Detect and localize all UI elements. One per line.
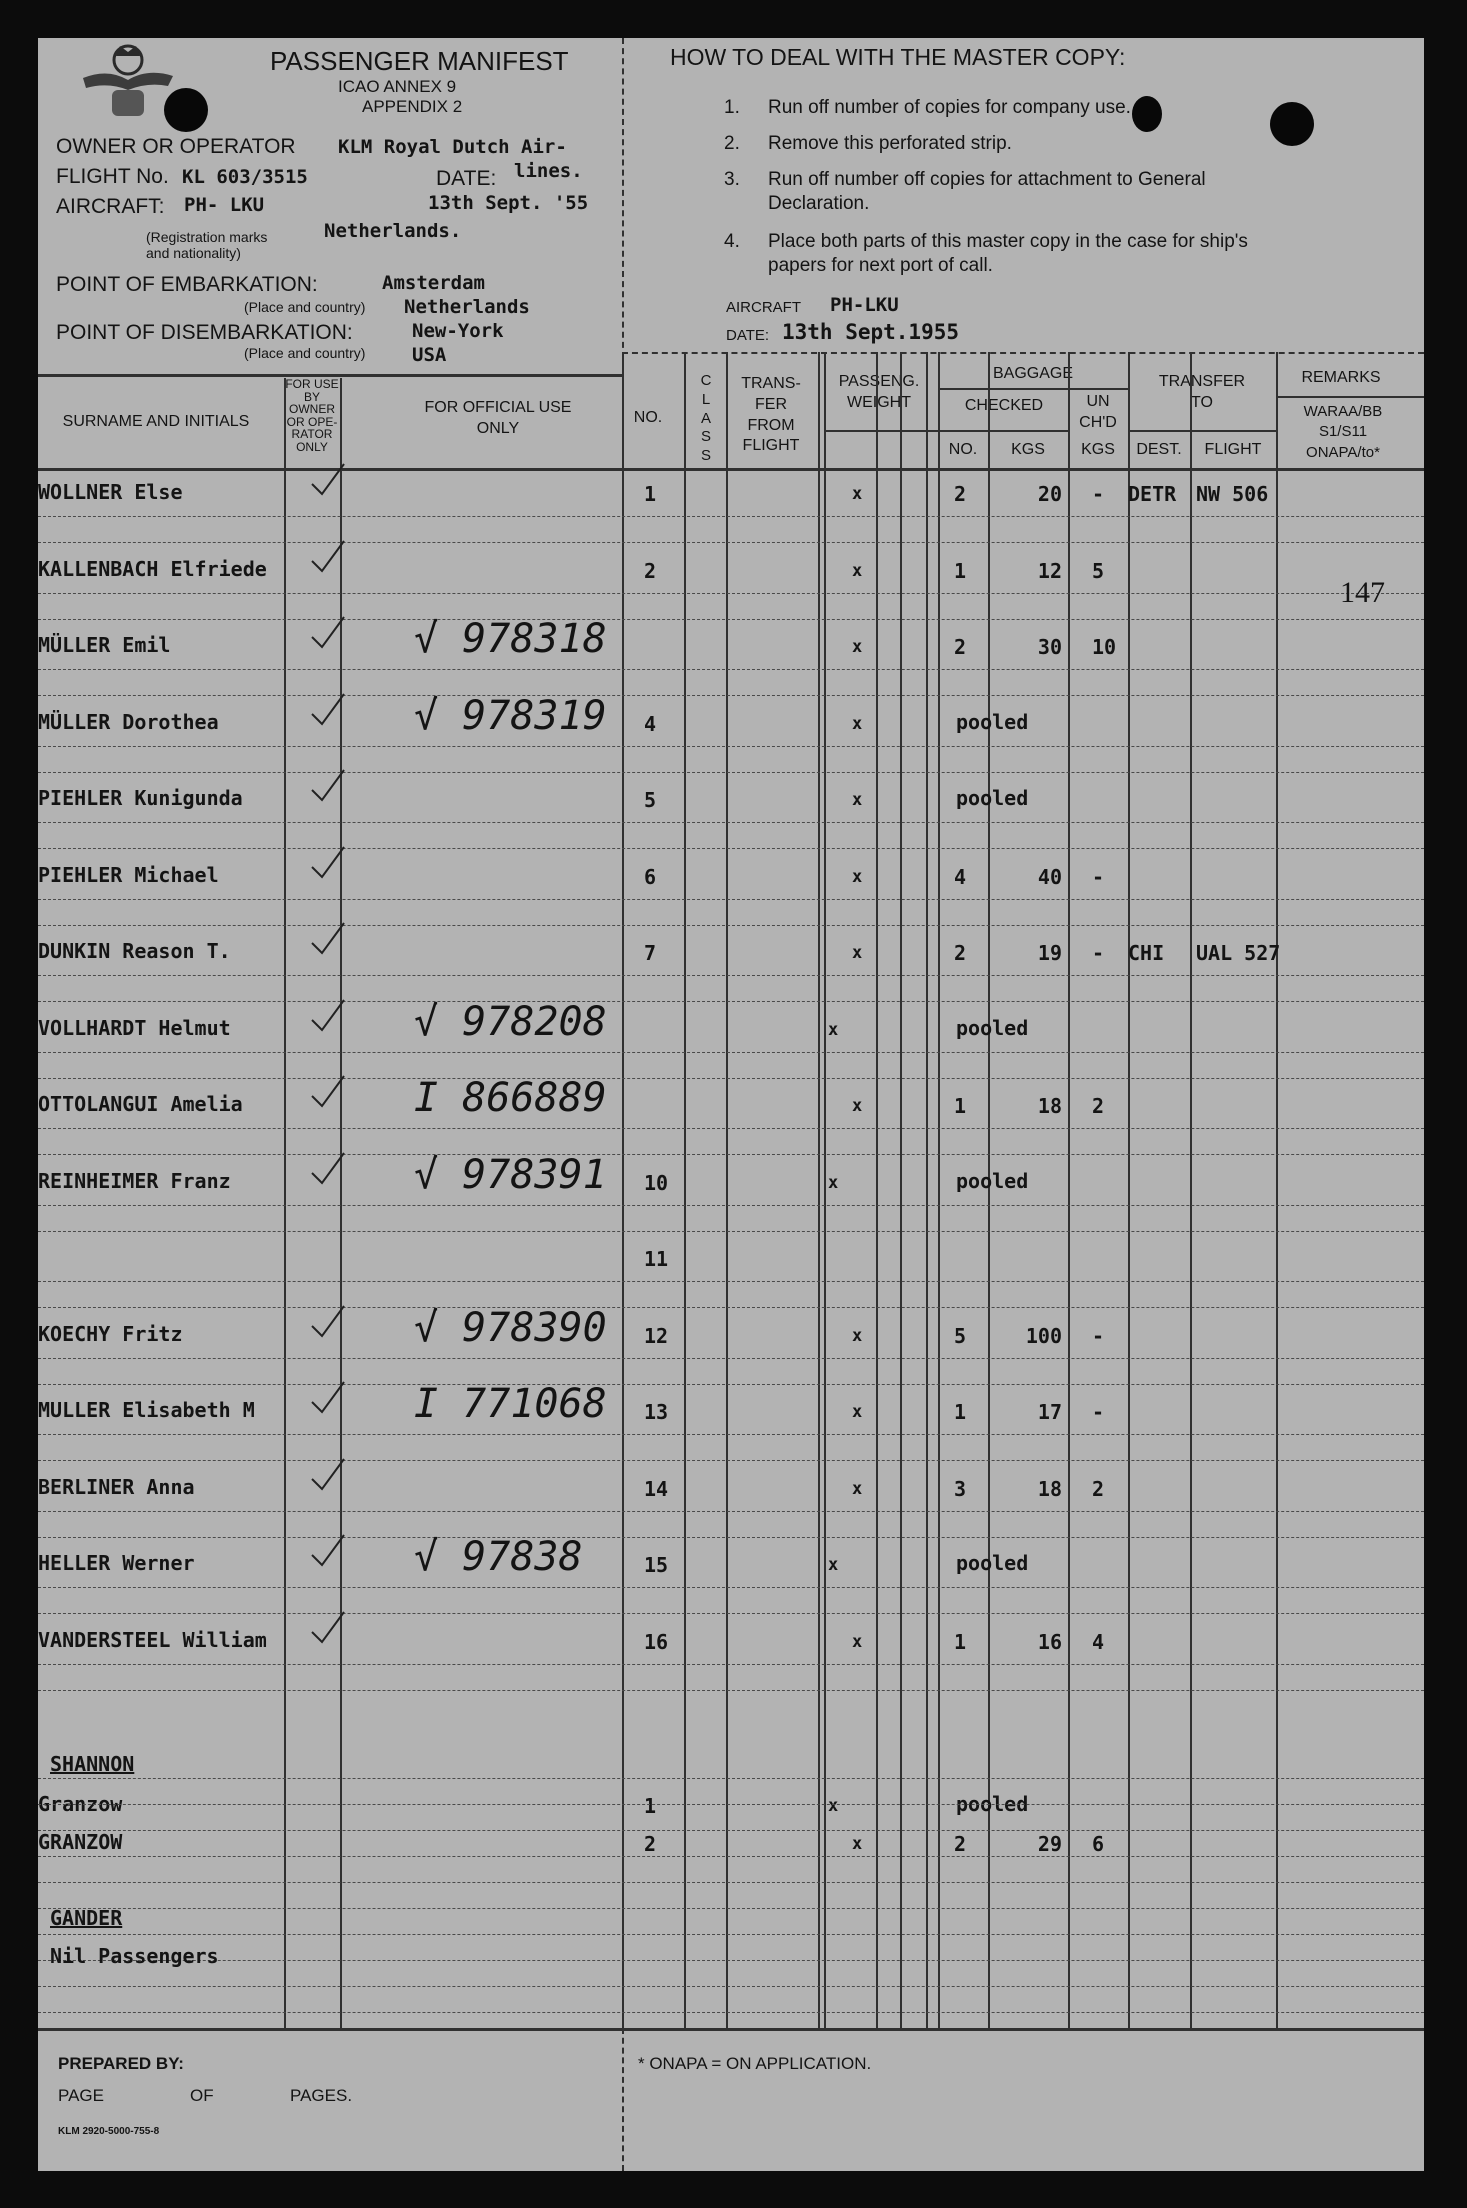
col-transfer-from	[728, 374, 814, 457]
row-divider	[38, 1511, 1424, 1512]
row-divider	[38, 1537, 1424, 1538]
row-divider	[38, 1231, 1424, 1232]
grid-column-line	[926, 352, 928, 2028]
manifest-page	[38, 38, 1424, 2171]
check-mark-icon	[308, 1380, 348, 1416]
passenger-number: 13	[644, 1400, 669, 1424]
disembarkation-city: New-York	[412, 320, 504, 342]
row-divider	[38, 1460, 1424, 1461]
baggage-count: 2	[954, 482, 967, 506]
unchecked-kgs: -	[1092, 941, 1105, 965]
passenger-name: HELLER Werner	[38, 1551, 195, 1575]
header-line: FOR USE	[285, 377, 339, 391]
baggage-kgs: 18	[1037, 1094, 1062, 1118]
unchecked-kgs: -	[1092, 482, 1105, 506]
col-transfer-to	[1128, 372, 1276, 414]
passenger-name: PIEHLER Michael	[38, 862, 219, 887]
header-line: BY	[303, 389, 320, 404]
col-official-use	[368, 398, 628, 440]
check-mark-icon	[308, 998, 348, 1034]
baggage-kgs: 16	[1037, 1629, 1062, 1654]
passenger-number: 12	[644, 1323, 669, 1348]
baggage-count: 1	[954, 1629, 967, 1654]
header-line: CH'D	[1079, 413, 1117, 431]
passenger-number: 10	[644, 1170, 669, 1195]
passenger-number: 16	[644, 1629, 669, 1654]
unchecked-kgs: 2	[1092, 1476, 1105, 1501]
official-use-entry: I 866889	[414, 1075, 607, 1121]
unchecked-kgs: 5	[1092, 558, 1105, 583]
header-line: TRANSFER	[1158, 373, 1246, 390]
transfer-flight: NW 506	[1196, 482, 1269, 506]
row-divider	[38, 1778, 1424, 1779]
passenger-name: OTTOLANGUI Amelia	[38, 1092, 243, 1116]
instruction-text: Place both parts of this master copy in the case for ship's	[768, 231, 1248, 252]
grid-column-line	[876, 352, 878, 2028]
passenger-name: GRANZOW	[38, 1830, 123, 1854]
col-remarks-sub	[1278, 402, 1408, 463]
baggage-kgs: 17	[1037, 1400, 1062, 1424]
baggage-count: 4	[954, 864, 967, 889]
aircraft-country: Netherlands.	[324, 220, 462, 242]
instruction-text: papers for next port of call.	[768, 255, 993, 276]
header-line: WARAA/BB	[1303, 403, 1383, 420]
baggage-kgs: 20	[1037, 482, 1062, 506]
header-line: ONLY	[296, 439, 328, 454]
grid-column-line	[1068, 352, 1070, 2028]
flight-value: KL 603/3515	[182, 166, 308, 188]
embarkation-label: POINT OF EMBARKATION:	[56, 273, 318, 296]
passenger-number: 2	[644, 558, 657, 583]
baggage-pooled: pooled	[956, 709, 1029, 734]
grid-column-line	[1190, 352, 1192, 2028]
baggage-kgs: 29	[1037, 1832, 1062, 1856]
row-divider	[38, 1384, 1424, 1385]
check-mark-icon	[308, 1533, 348, 1569]
row-divider	[38, 822, 1424, 823]
grid-column-line	[726, 352, 728, 2028]
weight-mark: x	[852, 790, 863, 810]
baggage-kgs: 18	[1037, 1476, 1062, 1501]
row-divider	[38, 1690, 1424, 1691]
row-divider	[38, 1154, 1424, 1155]
weight-mark: x	[852, 1478, 863, 1499]
date-label: DATE:	[436, 167, 497, 190]
row-divider	[38, 1856, 1424, 1857]
row-divider	[38, 1307, 1424, 1308]
baggage-pooled: pooled	[956, 1551, 1029, 1575]
table-header-rule	[38, 468, 1424, 471]
prepared-by-label: PREPARED BY:	[58, 2054, 184, 2073]
official-use-entry: √ 978208	[414, 998, 607, 1045]
check-mark-icon	[308, 768, 348, 804]
header-line: A	[700, 409, 711, 427]
passenger-name: MÜLLER Dorothea	[38, 709, 219, 734]
header-line: OR OPE-	[286, 414, 338, 429]
row-divider	[38, 1804, 1424, 1805]
weight-mark: x	[828, 1019, 839, 1040]
row-divider	[38, 1986, 1424, 1987]
instruction-number: 3.	[724, 169, 740, 190]
of-label: OF	[190, 2086, 214, 2105]
row-divider	[38, 772, 1424, 773]
grid-column-line	[824, 352, 826, 2028]
registration-note: (Registration marks	[146, 229, 268, 245]
header-line: UN	[1086, 393, 1110, 410]
grid-column-line	[284, 378, 286, 2028]
header-line: ONLY	[476, 419, 520, 437]
weight-mark: x	[852, 1325, 863, 1346]
owner-value: KLM Royal Dutch Air-	[338, 136, 567, 158]
weight-mark: x	[852, 637, 863, 657]
footer-rule	[38, 2028, 1424, 2031]
row-divider	[38, 1128, 1424, 1129]
weight-mark: x	[852, 866, 863, 887]
instruction-number: 2.	[724, 133, 740, 154]
instruction-text: Run off number off copies for attachment to General	[768, 169, 1206, 190]
row-divider	[38, 1078, 1424, 1079]
col-passenger-weight	[824, 372, 934, 414]
passenger-name: VANDERSTEEL William	[38, 1627, 267, 1652]
baggage-kgs: 100	[1025, 1323, 1062, 1348]
baggage-pooled: pooled	[956, 786, 1029, 810]
header-line: C	[700, 372, 712, 389]
passenger-number: 14	[644, 1476, 669, 1501]
owner-value-2: lines.	[514, 160, 583, 182]
annex-label: ICAO ANNEX 9	[338, 77, 457, 96]
row-divider	[38, 1882, 1424, 1883]
baggage-kgs: 40	[1037, 864, 1062, 889]
row-divider	[38, 1205, 1424, 1206]
col-bag-no: NO.	[948, 441, 978, 458]
page-label: PAGE	[58, 2086, 104, 2105]
embarkation-city: Amsterdam	[382, 272, 485, 294]
gander-label: GANDER	[50, 1906, 123, 1930]
baggage-kgs: 12	[1037, 558, 1062, 583]
row-divider	[38, 1664, 1424, 1665]
weight-mark: x	[828, 1172, 839, 1193]
unchecked-kgs: 4	[1092, 1629, 1105, 1654]
master-aircraft-label: AIRCRAFT	[726, 299, 801, 316]
manifest-title: PASSENGER MANIFEST	[270, 46, 569, 76]
passenger-name: KOECHY Fritz	[38, 1321, 183, 1346]
grid-column-line	[900, 352, 902, 2028]
baggage-count: 3	[954, 1476, 967, 1501]
col-surname: SURNAME AND INITIALS	[62, 413, 250, 430]
passenger-name: KALLENBACH Elfriede	[38, 556, 267, 581]
aircraft-label: AIRCRAFT:	[56, 195, 165, 218]
check-mark-icon	[308, 539, 348, 575]
baggage-count: 2	[954, 635, 967, 659]
transfer-flight: UAL 527	[1196, 941, 1281, 965]
col-no: NO.	[633, 409, 663, 426]
passenger-number: 5	[644, 788, 657, 812]
grid-column-line	[1276, 352, 1278, 2028]
check-mark-icon	[308, 692, 348, 728]
passenger-number: 4	[644, 711, 657, 736]
master-date-label: DATE:	[726, 327, 770, 344]
check-mark-icon	[308, 1457, 348, 1493]
baggage-kgs: 30	[1037, 635, 1062, 659]
header-line: S1/S11	[1318, 423, 1368, 441]
row-divider	[38, 695, 1424, 696]
passenger-number: 6	[644, 864, 657, 889]
row-divider	[38, 1281, 1424, 1282]
row-divider	[38, 516, 1424, 517]
header-line: RATOR	[291, 427, 333, 442]
row-divider	[38, 593, 1424, 594]
col-kgs: KGS	[1011, 441, 1045, 458]
weight-rule	[824, 430, 938, 432]
row-divider	[38, 1052, 1424, 1053]
weight-mark: x	[852, 943, 863, 963]
unchecked-kgs: 6	[1092, 1832, 1105, 1856]
instruction-number: 4.	[724, 231, 740, 252]
col-unchecked	[1068, 392, 1128, 434]
master-date-value: 13th Sept.1955	[782, 320, 960, 344]
row-divider	[38, 1908, 1424, 1909]
official-use-entry: √ 978390	[414, 1304, 607, 1351]
row-divider	[38, 899, 1424, 900]
shannon-label: SHANNON	[50, 1752, 135, 1776]
unchecked-kgs: 10	[1092, 635, 1117, 659]
grid-column-line	[818, 352, 820, 2028]
col-checked: CHECKED	[964, 397, 1044, 414]
weight-mark: x	[852, 1096, 863, 1116]
flight-label: FLIGHT No.	[56, 165, 169, 188]
header-line: TRANS-	[741, 375, 801, 392]
header-line: L	[701, 390, 711, 408]
master-copy-title: HOW TO DEAL WITH THE MASTER COPY:	[670, 44, 1126, 70]
row-divider	[38, 975, 1424, 976]
date-value: 13th Sept. '55	[428, 192, 589, 214]
row-divider	[38, 619, 1424, 620]
transfer-dest: CHI	[1128, 941, 1165, 965]
weight-mark: x	[852, 1834, 863, 1854]
col-remarks: REMARKS	[1301, 369, 1381, 386]
passenger-name: REINHEIMER Franz	[38, 1168, 231, 1193]
row-divider	[38, 1960, 1424, 1961]
baggage-pooled: pooled	[956, 1792, 1029, 1816]
unchecked-kgs: -	[1092, 1400, 1105, 1424]
check-mark-icon	[308, 921, 348, 957]
instruction-text: Run off number of copies for company use.	[768, 97, 1131, 118]
row-divider	[38, 1001, 1424, 1002]
row-divider	[38, 925, 1424, 926]
check-mark-icon	[308, 615, 348, 651]
registration-note-2: and nationality)	[146, 245, 241, 261]
transfer-rule	[1128, 430, 1276, 432]
col-baggage: BAGGAGE	[992, 365, 1074, 382]
disembarkation-country: USA	[412, 344, 447, 366]
passenger-number: 11	[644, 1247, 669, 1271]
header-line: ONAPA/to*	[1306, 443, 1380, 461]
passenger-number: 15	[644, 1553, 669, 1577]
appendix-label: APPENDIX 2	[362, 97, 463, 116]
row-divider	[38, 1587, 1424, 1588]
baggage-pooled: pooled	[956, 1015, 1029, 1040]
unchecked-kgs: -	[1092, 1323, 1105, 1348]
row-divider	[38, 848, 1424, 849]
weight-mark: x	[828, 1796, 839, 1816]
col-class	[688, 372, 724, 466]
official-use-entry: √ 97838	[414, 1534, 583, 1580]
checked-rule	[938, 430, 1068, 432]
row-divider	[38, 746, 1424, 747]
header-line: S	[700, 428, 711, 446]
row-divider	[38, 669, 1424, 670]
unchecked-kgs: -	[1092, 864, 1105, 889]
punch-hole	[1132, 96, 1162, 132]
grid-column-line	[684, 352, 686, 2028]
weight-mark: x	[852, 1631, 863, 1652]
baggage-kgs: 19	[1037, 941, 1062, 965]
passenger-number: 7	[644, 941, 657, 965]
passenger-name: DUNKIN Reason T.	[38, 939, 231, 963]
baggage-count: 1	[954, 558, 967, 583]
remarks-rule	[1276, 396, 1424, 398]
grid-column-line	[938, 352, 940, 2028]
official-use-entry: √ 978319	[414, 692, 607, 739]
header-line: FOR OFFICIAL USE	[424, 399, 572, 416]
baggage-count: 2	[954, 1832, 967, 1856]
instruction-text: Remove this perforated strip.	[768, 133, 1012, 154]
passenger-name: Granzow	[38, 1792, 123, 1816]
col-flight: FLIGHT	[1204, 441, 1262, 458]
official-use-entry: I 771068	[414, 1381, 607, 1427]
passenger-name: VOLLHARDT Helmut	[38, 1015, 231, 1040]
weight-mark: x	[852, 1402, 863, 1422]
header-line: OWNER	[289, 402, 335, 417]
passenger-name: MULLER Elisabeth M	[38, 1398, 255, 1422]
klm-crown-logo-icon	[68, 38, 208, 128]
transfer-dest: DETR	[1128, 482, 1177, 506]
check-mark-icon	[308, 845, 348, 881]
baggage-pooled: pooled	[956, 1168, 1029, 1193]
unchecked-kgs: 2	[1092, 1094, 1105, 1118]
passenger-name: WOLLNER Else	[38, 480, 183, 504]
page-number: 147	[1340, 576, 1385, 609]
weight-mark: x	[852, 560, 863, 581]
check-mark-icon	[308, 1151, 348, 1187]
instruction-number: 1.	[724, 97, 740, 118]
weight-mark: x	[852, 713, 863, 734]
footer-divider	[622, 2028, 624, 2171]
perforation-line	[622, 352, 1424, 354]
baggage-rule	[938, 388, 1128, 390]
row-divider	[38, 1434, 1424, 1435]
grid-column-line	[622, 352, 624, 2028]
row-divider	[38, 1934, 1424, 1935]
weight-mark: x	[828, 1555, 839, 1575]
header-line: FER	[755, 395, 787, 413]
disembarkation-label: POINT OF DISEMBARKATION:	[56, 321, 353, 344]
perforation-line	[622, 38, 624, 358]
baggage-count: 5	[954, 1323, 967, 1348]
col-unchecked-kgs: KGS	[1081, 441, 1115, 458]
passenger-number: 1	[644, 1794, 657, 1818]
instruction-text: Declaration.	[768, 193, 870, 214]
official-use-entry: √ 978391	[414, 1151, 607, 1198]
punch-hole	[1270, 102, 1314, 146]
aircraft-value: PH- LKU	[184, 194, 265, 216]
col-owner-use	[284, 378, 340, 454]
grid-column-line	[1128, 352, 1130, 2028]
check-mark-icon	[308, 1610, 348, 1646]
header-line: WEIGHT	[847, 393, 911, 411]
check-mark-icon	[308, 462, 348, 498]
row-divider	[38, 1613, 1424, 1614]
row-divider	[38, 542, 1424, 543]
embarkation-country: Netherlands	[404, 296, 530, 318]
owner-label: OWNER OR OPERATOR	[56, 135, 296, 158]
check-mark-icon	[308, 1304, 348, 1340]
passenger-name: BERLINER Anna	[38, 1474, 195, 1499]
pages-label: PAGES.	[290, 2086, 353, 2105]
check-mark-icon	[308, 1074, 348, 1110]
row-divider	[38, 1830, 1424, 1831]
baggage-count: 2	[954, 941, 967, 965]
passenger-name: PIEHLER Kunigunda	[38, 786, 243, 810]
row-divider	[38, 1358, 1424, 1359]
embarkation-note: (Place and country)	[244, 299, 366, 315]
header-line: PASSENG.	[838, 373, 920, 390]
row-divider	[38, 2012, 1424, 2013]
col-dest: DEST.	[1136, 441, 1182, 458]
header-line: FROM	[747, 416, 795, 434]
form-code: KLM 2920-5000-755-8	[58, 2126, 160, 2137]
passenger-number: 2	[644, 1832, 657, 1856]
baggage-count: 1	[954, 1400, 967, 1424]
passenger-name: MÜLLER Emil	[38, 633, 171, 657]
official-use-entry: √ 978318	[414, 616, 607, 662]
header-line: TO	[1191, 393, 1213, 411]
onapa-note: * ONAPA = ON APPLICATION.	[638, 2054, 872, 2073]
gander-note: Nil Passengers	[50, 1944, 219, 1968]
header-line: FLIGHT	[742, 437, 800, 455]
disembarkation-note: (Place and country)	[244, 345, 366, 361]
header-line: S	[700, 447, 711, 464]
passenger-number: 1	[644, 482, 657, 506]
master-aircraft-value: PH-LKU	[830, 294, 899, 316]
baggage-count: 1	[954, 1094, 967, 1118]
weight-mark: x	[852, 484, 863, 504]
